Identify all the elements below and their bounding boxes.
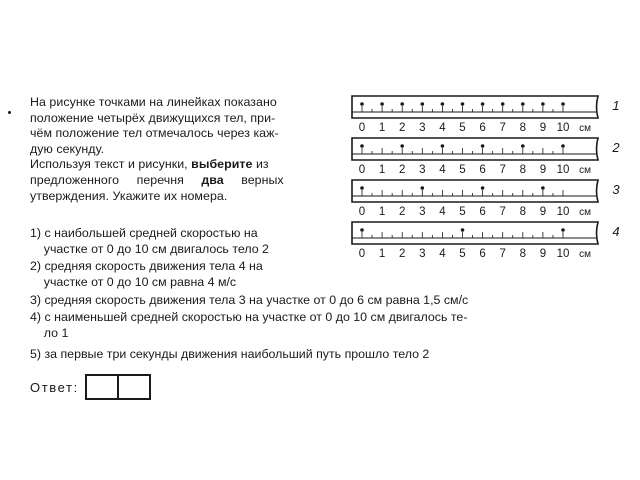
tick-label: 7 bbox=[499, 206, 506, 218]
body-number-label: 3 bbox=[612, 182, 620, 197]
instruction-line: Используя текст и рисунки, выберите из bbox=[30, 157, 269, 172]
position-dot bbox=[380, 102, 384, 106]
unit-label: см bbox=[579, 207, 591, 218]
tick-label: 0 bbox=[358, 122, 366, 134]
position-dot bbox=[441, 144, 445, 148]
tick-label: 4 bbox=[439, 248, 446, 260]
intro-line: На рисунке точками на линейках показано bbox=[30, 95, 277, 109]
position-dot bbox=[400, 102, 404, 106]
position-dot bbox=[481, 144, 485, 148]
position-dot bbox=[360, 102, 364, 106]
position-dot bbox=[400, 144, 404, 148]
tick-label: 5 bbox=[459, 248, 466, 260]
tick-label: 4 bbox=[439, 164, 446, 176]
ruler-frame bbox=[352, 138, 598, 160]
tick-label: 4 bbox=[439, 122, 446, 134]
position-dot bbox=[541, 186, 545, 190]
tick-label: 9 bbox=[539, 122, 547, 134]
intro-line: чём положение тел отмечалось через каж- bbox=[30, 126, 279, 141]
unit-label: см bbox=[579, 123, 591, 134]
tick-label: 6 bbox=[479, 248, 486, 260]
tick-label: 3 bbox=[419, 164, 426, 176]
position-dot bbox=[561, 144, 565, 148]
tick-label: 1 bbox=[378, 164, 386, 176]
tick-label: 8 bbox=[519, 122, 527, 134]
tick-label: 4 bbox=[439, 206, 446, 218]
tick-label: 0 bbox=[358, 248, 366, 260]
tick-label: 9 bbox=[539, 164, 547, 176]
option-line: ло 1 bbox=[30, 325, 69, 340]
tick-label: 1 bbox=[378, 248, 386, 260]
tick-label: 5 bbox=[459, 164, 466, 176]
position-dot bbox=[501, 102, 505, 106]
ruler-2 bbox=[352, 138, 620, 176]
tick-label: 6 bbox=[479, 122, 486, 134]
option-line: 3) средняя скорость движения тела 3 на участке от 0 до 6 см равна 1,5 см/с bbox=[30, 293, 469, 307]
position-dot bbox=[481, 102, 485, 106]
tick-label: 6 bbox=[479, 164, 486, 176]
position-dot bbox=[360, 186, 364, 190]
position-dot bbox=[561, 228, 565, 232]
option-line: участке от 0 до 10 см равна 4 м/с bbox=[30, 274, 237, 289]
tick-label: 1 bbox=[378, 206, 386, 218]
tick-label: 2 bbox=[398, 248, 406, 260]
option-line: 1) с наибольшей средней скоростью на bbox=[30, 226, 258, 240]
position-dot bbox=[541, 102, 545, 106]
tick-label: 1 bbox=[378, 122, 386, 134]
position-dot bbox=[461, 228, 465, 232]
option-line: участке от 0 до 10 см двигалось тело 2 bbox=[30, 241, 269, 256]
ruler-frame bbox=[352, 222, 598, 244]
tick-label: 9 bbox=[539, 206, 547, 218]
tick-label: 10 bbox=[556, 164, 570, 176]
tick-label: 10 bbox=[556, 248, 570, 260]
option-line: 5) за первые три секунды движения наибольший путь прошло тело 2 bbox=[30, 347, 430, 361]
body-number-label: 1 bbox=[612, 98, 620, 113]
position-dot bbox=[421, 186, 425, 190]
tick-label: 6 bbox=[479, 206, 486, 218]
position-dot bbox=[360, 228, 364, 232]
intro-line: дую секунду. bbox=[30, 141, 105, 156]
ruler-3 bbox=[352, 180, 620, 218]
position-dot bbox=[521, 144, 525, 148]
position-dot bbox=[461, 102, 465, 106]
intro-line: положение четырёх движущихся тел, при- bbox=[30, 110, 276, 125]
tick-label: 0 bbox=[358, 206, 366, 218]
tick-label: 3 bbox=[419, 122, 426, 134]
option-line: 2) средняя скорость движения тела 4 на bbox=[30, 259, 263, 273]
position-dot bbox=[441, 102, 445, 106]
tick-label: 7 bbox=[499, 164, 506, 176]
tick-label: 3 bbox=[419, 206, 426, 218]
position-dot bbox=[481, 186, 485, 190]
tick-label: 5 bbox=[459, 206, 466, 218]
tick-label: 8 bbox=[519, 164, 527, 176]
body-number-label: 4 bbox=[612, 224, 620, 239]
tick-label: 0 bbox=[358, 164, 366, 176]
position-dot bbox=[561, 102, 565, 106]
ruler-1 bbox=[352, 96, 620, 134]
unit-label: см bbox=[579, 249, 591, 260]
position-dot bbox=[421, 102, 425, 106]
instruction-line: утверждения. Укажите их номера. bbox=[30, 188, 228, 203]
tick-label: 2 bbox=[398, 122, 406, 134]
tick-label: 8 bbox=[519, 206, 527, 218]
tick-label: 2 bbox=[398, 164, 406, 176]
position-dot bbox=[360, 144, 364, 148]
tick-label: 10 bbox=[556, 122, 570, 134]
ruler-4 bbox=[352, 222, 620, 260]
tick-label: 9 bbox=[539, 248, 547, 260]
answer-label: Ответ: bbox=[30, 379, 79, 395]
tick-label: 7 bbox=[499, 122, 506, 134]
tick-label: 2 bbox=[398, 206, 406, 218]
body-number-label: 2 bbox=[612, 140, 620, 155]
position-dot bbox=[521, 102, 525, 106]
tick-label: 7 bbox=[499, 248, 506, 260]
unit-label: см bbox=[579, 165, 591, 176]
tick-label: 3 bbox=[419, 248, 426, 260]
option-line: 4) с наименьшей средней скоростью на участке от 0 до 10 см двигалось те- bbox=[30, 310, 468, 324]
tick-label: 5 bbox=[459, 122, 466, 134]
ruler-frame bbox=[352, 96, 598, 118]
tick-label: 10 bbox=[556, 206, 570, 218]
ruler-frame bbox=[352, 180, 598, 202]
tick-label: 8 bbox=[519, 248, 527, 260]
instruction-line: предложенного перечня два верных bbox=[30, 172, 284, 187]
